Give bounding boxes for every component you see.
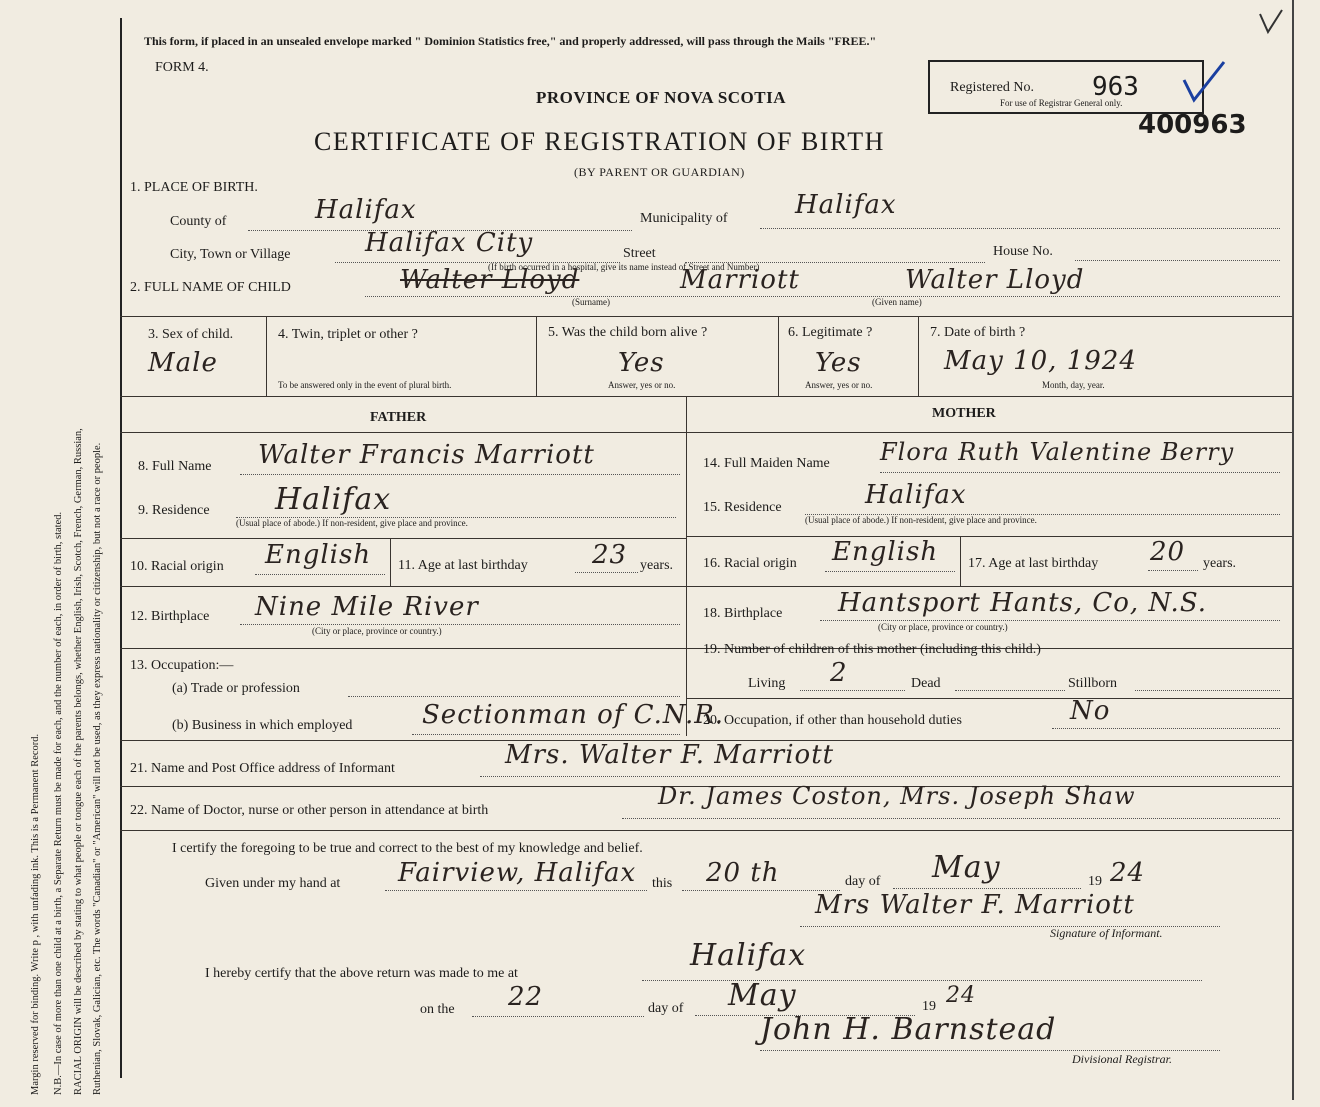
certify-statement: I certify the foregoing to be true and correct to the best of my knowledge and belief. [172, 841, 643, 856]
father-years-label: years. [640, 558, 674, 573]
father-occupation-label: 13. Occupation:— [130, 658, 234, 673]
dead-label: Dead [911, 676, 941, 691]
handwritten-registration-number: 400963 [1138, 110, 1247, 140]
dob-value: May 10, 1924 [944, 346, 1137, 376]
father-name-label: 8. Full Name [138, 459, 212, 474]
given-name-note: (Given name) [872, 297, 922, 307]
mother-race-value: English [832, 537, 939, 567]
city-label: City, Town or Village [170, 247, 291, 262]
mother-residence-label: 15. Residence [703, 500, 782, 515]
legitimate-note: Answer, yes or no. [805, 380, 873, 390]
margin-note-racial-origin: RACIAL ORIGIN will be described by stating to what people or tongue each of the parents belongs, whether English, Irish, Scotch, French, German, Russian, [73, 428, 84, 1095]
mother-residence-note: (Usual place of abode.) If non-resident, give place and province. [805, 515, 1037, 525]
municipality-label: Municipality of [640, 211, 728, 226]
father-birthplace-note: (City or place, province or country.) [312, 626, 442, 636]
street-note: (If birth occurred in a hospital, give its name instead of Street and Number) [488, 262, 760, 272]
father-residence-label: 9. Residence [138, 503, 210, 518]
informant-signature: Mrs Walter F. Marriott [815, 890, 1135, 920]
child-name-struck: Walter Lloyd [400, 265, 580, 295]
legitimate-label: 6. Legitimate ? [788, 325, 873, 340]
business-value: Sectionman of C.N.R. [422, 700, 725, 730]
registered-box [928, 60, 1204, 114]
informant-signature-label: Signature of Informant. [1050, 926, 1163, 940]
registered-number: 963 [1092, 72, 1139, 102]
certify-year-prefix: 19 [1088, 874, 1102, 889]
registrar-year-value: 24 [946, 983, 976, 1008]
tick-mark-icon [1258, 8, 1286, 38]
stillborn-label: Stillborn [1068, 676, 1118, 691]
child-given-name: Walter Lloyd [905, 265, 1085, 295]
twin-note: To be answered only in the event of plural birth. [278, 380, 452, 390]
county-label: County of [170, 214, 227, 229]
mother-years-label: years. [1203, 556, 1237, 571]
born-alive-label: 5. Was the child born alive ? [548, 325, 708, 340]
registrar-certify-statement: I hereby certify that the above return was made to me at [205, 966, 518, 981]
municipality-value: Halifax [795, 190, 897, 220]
page-subtitle: (BY PARENT OR GUARDIAN) [574, 165, 745, 179]
mother-age-value: 20 [1150, 537, 1186, 567]
children-count-label: 19. Number of children of this mother (including this child.) [703, 642, 1041, 657]
checkmark-icon [1180, 58, 1230, 108]
margin-note-multiple-births: N.B.—In case of more than one child at a birth, a Separate Return must be made for each, and the number of each, in order of birth, stated. [53, 511, 64, 1095]
born-alive-note: Answer, yes or no. [608, 380, 676, 390]
dob-note: Month, day, year. [1042, 380, 1105, 390]
mother-name-value: Flora Ruth Valentine Berry [880, 438, 1235, 466]
margin-note-binding: Margin reserved for binding. Write p , with unfading ink. This is a Permanent Record. [30, 733, 41, 1095]
certify-month-value: May [932, 850, 1001, 885]
page-title: CERTIFICATE OF REGISTRATION OF BIRTH [314, 127, 885, 156]
mother-birthplace-value: Hantsport Hants, Co, N.S. [838, 588, 1207, 618]
father-residence-note: (Usual place of abode.) If non-resident, give place and province. [236, 518, 468, 528]
born-alive-value: Yes [618, 348, 665, 378]
place-of-birth-label: 1. PLACE OF BIRTH. [130, 180, 258, 195]
mother-birthplace-label: 18. Birthplace [703, 606, 783, 621]
right-border [1292, 0, 1294, 1100]
certify-year-value: 24 [1110, 858, 1146, 888]
dob-label: 7. Date of birth ? [930, 325, 1026, 340]
informant-value: Mrs. Walter F. Marriott [505, 740, 835, 770]
trade-label: (a) Trade or profession [172, 681, 300, 696]
registrar-place-value: Halifax [690, 938, 807, 973]
mother-name-label: 14. Full Maiden Name [703, 456, 830, 471]
sex-label: 3. Sex of child. [148, 327, 234, 342]
mother-heading: MOTHER [932, 406, 996, 421]
registrar-year-prefix: 19 [922, 999, 936, 1014]
surname-note: (Surname) [572, 297, 610, 307]
father-residence-value: Halifax [275, 482, 392, 517]
mail-note: This form, if placed in an unsealed envelope marked " Dominion Statistics free," and properly addressed, will pass through the Mails "FREE." [144, 34, 877, 48]
given-place-value: Fairview, Halifax [398, 858, 637, 888]
given-under-hand-label: Given under my hand at [205, 876, 341, 891]
child-name-label: 2. FULL NAME OF CHILD [130, 280, 291, 295]
registrar-signature: John H. Barnstead [760, 1012, 1057, 1047]
mother-residence-value: Halifax [865, 480, 967, 510]
this-label: this [652, 876, 673, 891]
mother-age-label: 17. Age at last birthday [968, 556, 1099, 571]
margin-note-racial-origin-2: Ruthenian, Slovak, Galician, etc. The words "Canadian" or "American" will not be used, as they express nationality or citizenship, but not a race or people. [92, 442, 103, 1095]
mother-birthplace-note: (City or place, province or country.) [878, 622, 1008, 632]
father-birthplace-value: Nine Mile River [255, 592, 479, 622]
informant-label: 21. Name and Post Office address of Informant [130, 761, 395, 776]
registrar-day-value: 22 [508, 982, 544, 1012]
certify-day-value: 20 th [706, 858, 780, 888]
county-value: Halifax [315, 195, 417, 225]
father-age-label: 11. Age at last birthday [398, 558, 528, 573]
mother-occupation-label: 20. Occupation, if other than household duties [703, 713, 962, 728]
sex-value: Male [148, 348, 218, 378]
left-border [120, 18, 122, 1078]
father-race-label: 10. Racial origin [130, 559, 224, 574]
father-birthplace-label: 12. Birthplace [130, 609, 210, 624]
doctor-label: 22. Name of Doctor, nurse or other person in attendance at birth [130, 803, 489, 818]
certify-day-of-label: day of [845, 874, 881, 889]
father-name-value: Walter Francis Marriott [258, 440, 595, 470]
father-heading: FATHER [370, 410, 427, 425]
child-surname: Marriott [680, 265, 800, 295]
mother-occupation-value: No [1070, 696, 1111, 726]
registrar-month-value: May [728, 978, 797, 1013]
registrar-day-of-label: day of [648, 1001, 684, 1016]
father-race-value: English [265, 540, 372, 570]
living-label: Living [748, 676, 786, 691]
twin-label: 4. Twin, triplet or other ? [278, 327, 418, 342]
registrar-title: Divisional Registrar. [1072, 1052, 1173, 1066]
living-value: 2 [830, 658, 848, 688]
form-number: FORM 4. [155, 60, 209, 75]
registered-label: Registered No. [950, 80, 1034, 95]
legitimate-value: Yes [815, 348, 862, 378]
business-label: (b) Business in which employed [172, 718, 353, 733]
father-age-value: 23 [592, 540, 628, 570]
registrar-note: For use of Registrar General only. [1000, 98, 1123, 108]
mother-race-label: 16. Racial origin [703, 556, 797, 571]
on-the-label: on the [420, 1002, 455, 1017]
province-heading: PROVINCE OF NOVA SCOTIA [536, 88, 787, 107]
doctor-value: Dr. James Coston, Mrs. Joseph Shaw [658, 782, 1136, 810]
street-label: Street [623, 246, 656, 261]
house-number-label: House No. [993, 244, 1053, 259]
city-value: Halifax City [365, 228, 534, 258]
